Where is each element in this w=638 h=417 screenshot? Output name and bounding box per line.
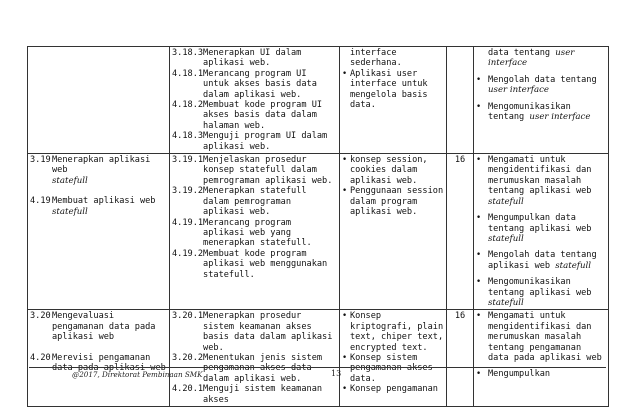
indicator-entry: 4.20.1 Menguji sistem keamanan akses (172, 384, 323, 405)
kd-entry: 3.20 Mengevaluasi pengamanan data pada aplikasi web (30, 311, 156, 343)
kd-entry: 4.20 Merevisi pengamanan data pada aplikasi web (30, 352, 166, 373)
list-item: • Aplikasi user interface untuk mengelola basis data. (342, 68, 428, 111)
week-cell: 16 (447, 310, 474, 407)
list-item: • Mengamati untuk mengidentifikasi dan merumuskan masalah tentang pengamanan data pada aplikasi web (476, 311, 602, 363)
indicator-entry: 4.19.1 Merancang program aplikasi web yang menerapkan statefull. (172, 217, 312, 249)
kegiatan-cell (474, 154, 609, 310)
indicator-entry: 4.18.2 Membuat kode program UI akses basis data dalam halaman web. (172, 100, 323, 131)
list-item: • Mengolah data tentang aplikasi web statefull (476, 250, 597, 271)
list-item: • Penggunaan session dalam program aplikasi web. (342, 186, 444, 218)
list-item: • Konsep pengamanan (342, 384, 438, 395)
table-row (28, 310, 609, 407)
indicator-entry: 4.19.2 Membuat kode program aplikasi web menggunakan statefull. (172, 248, 328, 280)
list-item: • Mengomunikasikan tentang aplikasi web statefull (476, 277, 592, 308)
footer-divider (29, 367, 606, 368)
materi-cell (340, 154, 447, 310)
kegiatan-cell (474, 310, 609, 407)
page-number: 13 (331, 369, 342, 378)
syllabus-table (27, 46, 609, 407)
list-item: • konsep session, cookies dalam aplikasi web. (342, 155, 428, 186)
indicator-entry: 3.19.2 Menerapkan statefull dalam pemrograman aplikasi web. (172, 186, 307, 218)
indicator-entry: 4.18.3 Menguji program UI dalam aplikasi web. (172, 131, 328, 152)
kd-cell (28, 154, 170, 310)
table-row (28, 154, 609, 310)
indicator-cell (170, 47, 340, 154)
list-item: • Mengumpulkan data tentang aplikasi web statefull (476, 213, 592, 244)
list-item: interface sederhana. (350, 48, 402, 69)
materi-cell (340, 47, 447, 154)
list-item: • Konsep kriptografi, plain text, chiper text, encrypted text. (342, 311, 444, 353)
footer-copyright: @2017, Direktorat Pembinaan SMK (72, 370, 203, 379)
list-item: • Konsep sistem pengamanan akses data. (342, 352, 433, 384)
table-row (28, 47, 609, 154)
list-item: • Mengamati untuk mengidentifikasi dan merumuskan masalah tentang aplikasi web statefull (476, 155, 592, 207)
indicator-entry: 3.20.1 Menerapkan prosedur sistem keamanan akses basis data dalam aplikasi web. (172, 311, 333, 353)
list-item: • Mengumpulkan (476, 369, 551, 380)
list-item: • Mengolah data tentang user interface (476, 74, 597, 96)
indicator-entry: 3.18.3 Menerapkan UI dalam aplikasi web. (172, 48, 302, 69)
indicator-entry: 3.19.1 Menjelaskan prosedur konsep statefull dalam pemrograman aplikasi web. (172, 155, 333, 186)
indicator-entry: 4.18.1 Merancang program UI untuk akses basis data dalam aplikasi web. (172, 68, 317, 100)
list-item: • Mengomunikasikan tentang user interface (476, 101, 591, 123)
kd-cell (28, 47, 170, 154)
materi-cell (340, 310, 447, 407)
kd-entry: 4.19 Membuat aplikasi web statefull (30, 196, 156, 217)
kd-entry: 3.19 Menerapkan aplikasi web statefull (30, 155, 151, 186)
indicator-entry: 3.20.2 Menentukan jenis sistem pengamanan akses data dalam aplikasi web. (172, 352, 323, 384)
indicator-cell (170, 310, 340, 407)
week-cell (447, 47, 474, 154)
kd-cell (28, 310, 170, 407)
kegiatan-cell (474, 47, 609, 154)
indicator-cell (170, 154, 340, 310)
list-item: data tentang user interface (488, 48, 575, 69)
week-cell: 16 (447, 154, 474, 310)
